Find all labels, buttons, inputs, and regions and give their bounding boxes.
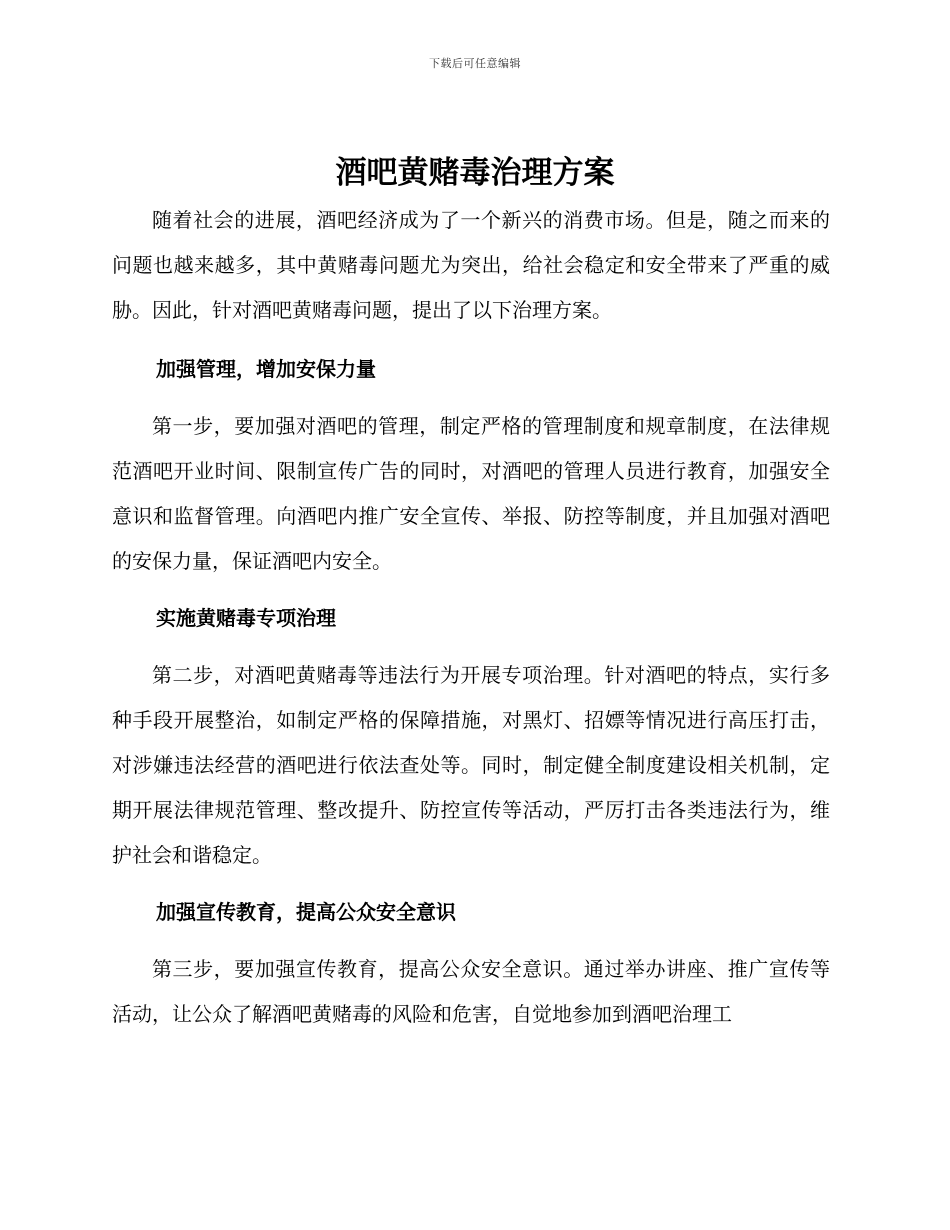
- document-title: 酒吧黄赌毒治理方案: [335, 155, 615, 191]
- section-heading-management: 加强管理，增加安保力量: [156, 357, 376, 381]
- section-paragraph-publicity-education: 第三步，要加强宣传教育，提高公众安全意识。通过举办讲座、推广宣传等活动，让公众了解酒吧黄赌毒的风险和危害，自觉地参加到酒吧治理工: [112, 957, 830, 1026]
- section-heading-publicity-education: 加强宣传教育，提高公众安全意识: [156, 900, 456, 924]
- section-paragraph-management: 第一步，要加强对酒吧的管理，制定严格的管理制度和规章制度，在法律规范酒吧开业时间、限制宣传广告的同时，对酒吧的管理人员进行教育，加强安全意识和监督管理。向酒吧内推广安全宣传、举报、防控等制度，并且加强对酒吧的安保力量，保证酒吧内安全。: [112, 414, 830, 573]
- page-header-note: 下载后可任意编辑: [429, 57, 521, 70]
- section-heading-special-governance: 实施黄赌毒专项治理: [156, 606, 336, 630]
- section-paragraph-special-governance: 第二步，对酒吧黄赌毒等违法行为开展专项治理。针对酒吧的特点，实行多种手段开展整治，如制定严格的保障措施，对黑灯、招嫖等情况进行高压打击，对涉嫌违法经营的酒吧进行依法查处等。同时，制定健全制度建设相关机制，定期开展法律规范管理、整改提升、防控宣传等活动，严厉打击各类违法行为，维护社会和谐稳定。: [112, 663, 830, 867]
- intro-paragraph: 随着社会的进展，酒吧经济成为了一个新兴的消费市场。但是，随之而来的问题也越来越多，其中黄赌毒问题尤为突出，给社会稳定和安全带来了严重的威胁。因此，针对酒吧黄赌毒问题，提出了以下治理方案。: [112, 208, 830, 322]
